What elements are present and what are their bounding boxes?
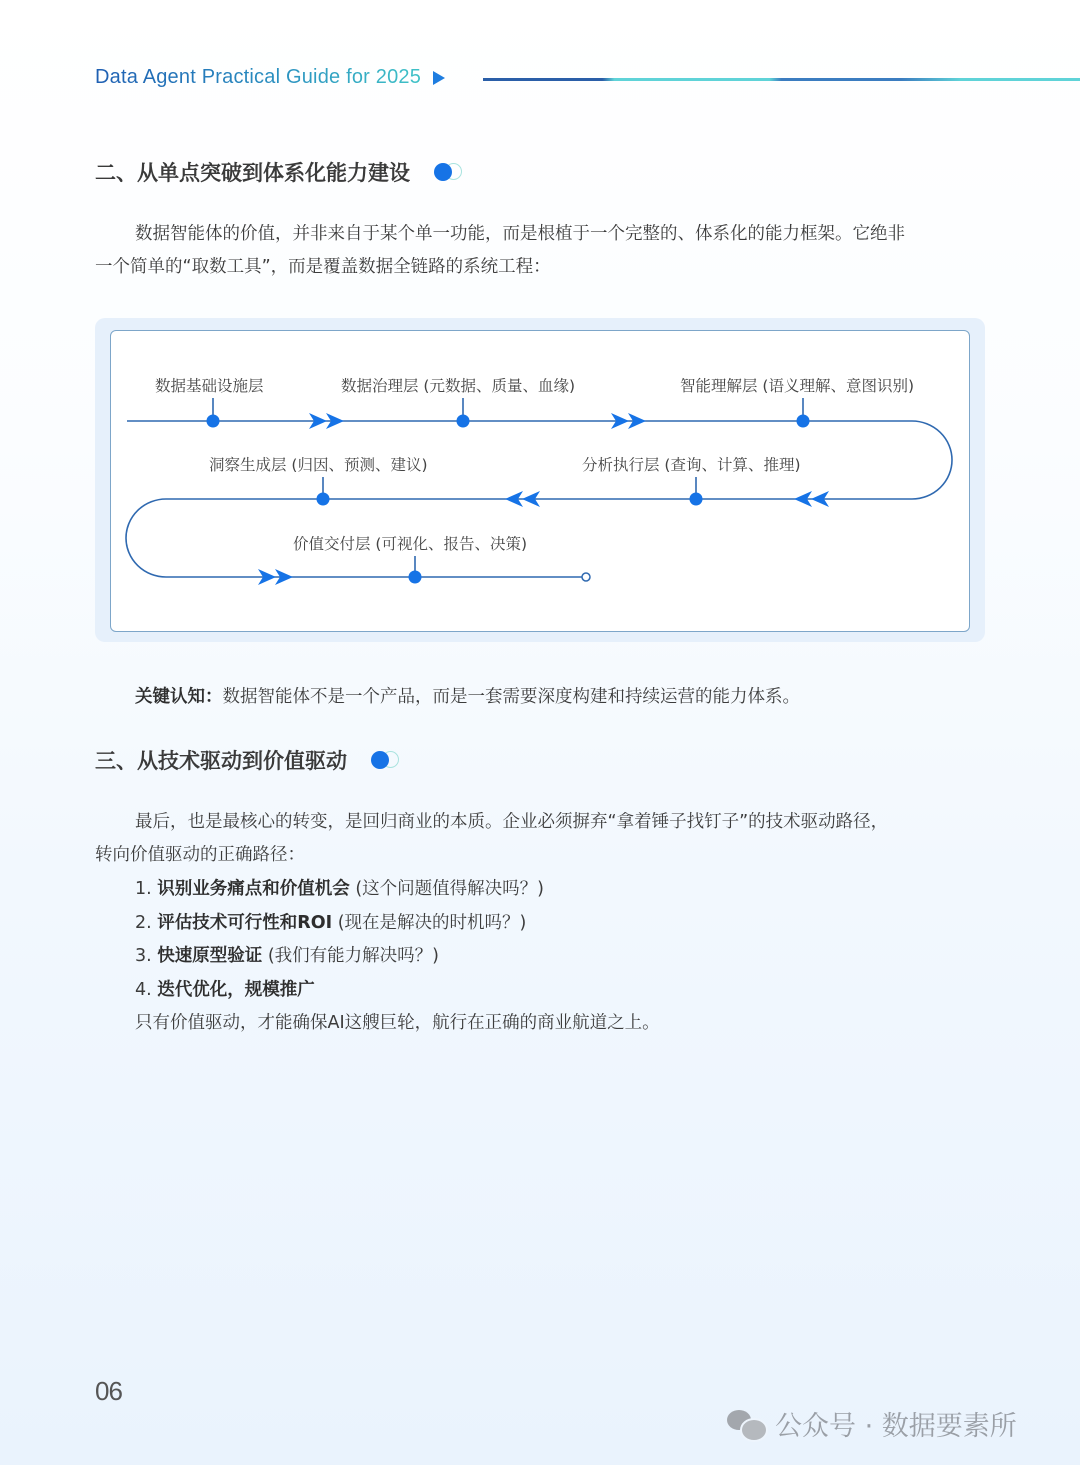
section-3-heading: 三、从技术驱动到价值驱动 bbox=[95, 749, 347, 773]
layer-label-infrastructure: 数据基础设施层 bbox=[155, 377, 264, 395]
snake-path bbox=[126, 421, 952, 577]
wechat-icon bbox=[727, 1408, 767, 1440]
layer-label-governance: 数据治理层 (元数据、质量、血缘) bbox=[341, 377, 576, 395]
section-3-paragraph bbox=[95, 806, 990, 872]
header-title: Data Agent Practical Guide for 2025 bbox=[95, 66, 422, 88]
watermark bbox=[727, 1404, 1017, 1443]
list-item: 4. 迭代优化，规模推广 bbox=[135, 979, 315, 1000]
paragraph-line: 最后，也是最核心的转变，是回归商业的本质。企业必须摒弃“拿着锤子找钉子”的技术驱动路径， bbox=[135, 812, 889, 832]
key-insight bbox=[135, 683, 800, 708]
key-insight-label: 关键认知： bbox=[135, 687, 223, 707]
value-driven-steps bbox=[135, 873, 660, 1041]
section-2-heading: 二、从单点突破到体系化能力建设 bbox=[95, 161, 410, 185]
section-title-3 bbox=[95, 745, 401, 775]
layer-label-delivery: 价值交付层 (可视化、报告、决策) bbox=[293, 535, 528, 553]
closing-sentence: 只有价值驱动，才能确保AI这艘巨轮，航行在正确的商业航道之上。 bbox=[135, 1013, 660, 1033]
paragraph-line: 转向价值驱动的正确路径： bbox=[95, 845, 305, 865]
paragraph-line: 一个简单的“取数工具”，而是覆盖数据全链路的系统工程： bbox=[95, 257, 551, 277]
list-item: 2. 评估技术可行性和ROI (现在是解决的时机吗？) bbox=[135, 912, 527, 933]
end-marker-icon bbox=[582, 573, 590, 581]
page-number: 06 bbox=[95, 1376, 122, 1406]
layer-label-execution: 分析执行层 (查询、计算、推理) bbox=[582, 456, 801, 474]
watermark-text: 公众号 · 数据要素所 bbox=[775, 1411, 1017, 1442]
list-item: 3. 快速原型验证 (我们有能力解决吗？) bbox=[135, 946, 439, 966]
layer-label-insight: 洞察生成层 (归因、预测、建议) bbox=[209, 456, 428, 474]
list-item: 1. 识别业务痛点和价值机会 (这个问题值得解决吗？) bbox=[135, 879, 544, 899]
key-insight-text: 数据智能体不是一个产品，而是一套需要深度构建和持续运营的能力体系。 bbox=[222, 687, 800, 707]
toggle-icon bbox=[371, 751, 401, 769]
layer-label-understanding: 智能理解层 (语义理解、意图识别) bbox=[680, 377, 915, 395]
paragraph-line: 数据智能体的价值，并非来自于某个单一功能，而是根植于一个完整的、体系化的能力框架。它绝非 bbox=[135, 224, 905, 244]
